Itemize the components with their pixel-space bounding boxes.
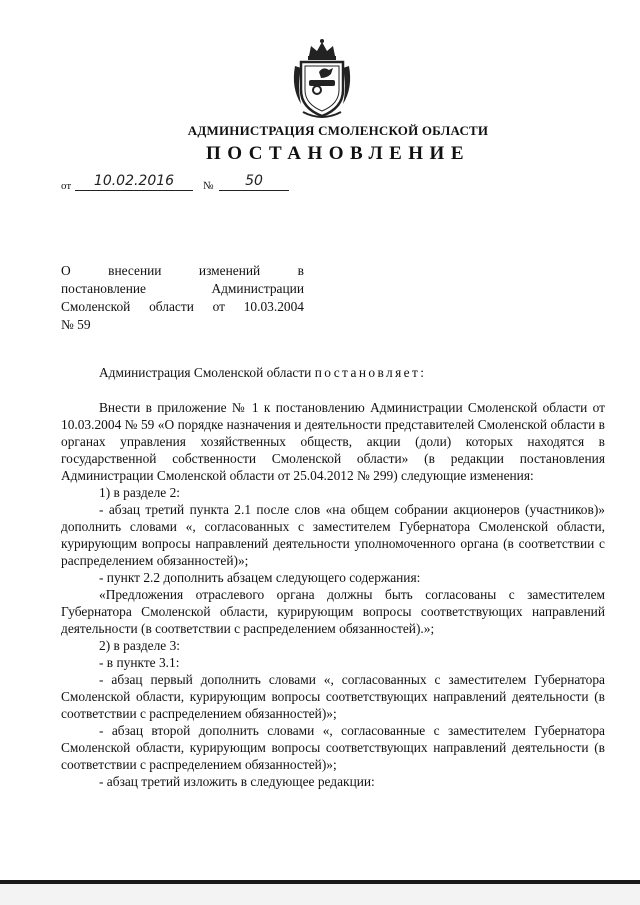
subject-line-3: Смоленской области от 10.03.2004 bbox=[61, 299, 304, 314]
paragraph-2-2-quote: «Предложения отраслевого органа должны быть согласованы с заместителем Губернатора Смоленской области, курирующим вопросы соответствующих направлений деятельности (в соответствии с распределением обязанностей).»; bbox=[61, 587, 605, 636]
subject-line-4: № 59 bbox=[61, 317, 91, 332]
date-from-label: от bbox=[61, 180, 72, 192]
paragraph-2-2: - пункт 2.2 дополнить абзацем следующего содержания: bbox=[99, 570, 421, 585]
paragraph-section-3: 2) в разделе 3: bbox=[99, 638, 181, 653]
preamble-decision-word: постановляет: bbox=[314, 365, 427, 380]
paragraph-section-2: 1) в разделе 2: bbox=[99, 485, 181, 500]
document-type-title: ПОСТАНОВЛЕНИЕ bbox=[205, 143, 471, 164]
subject-line-1: О внесении изменений в bbox=[61, 263, 304, 278]
smolensk-coat-of-arms-icon bbox=[289, 38, 355, 120]
organization-title: АДМИНИСТРАЦИЯ СМОЛЕНСКОЙ ОБЛАСТИ bbox=[187, 123, 489, 138]
paragraph-intro: Внести в приложение № 1 к постановлению Администрации Смоленской области от 10.03.2004 № 59 «О порядке назначения и деятельности представителей Смоленской области в органах управления хозяйственных обществ, акции (доли) которых находятся в государственной собственности Смоленской области» (в редакции постановления Администрации Смоленской области от 25.04.2012 № 299) следующие изменения: bbox=[61, 400, 605, 483]
document-number: 50 bbox=[219, 174, 289, 191]
document-body bbox=[61, 364, 605, 790]
paragraph-3-1: - в пункте 3.1: bbox=[99, 655, 180, 670]
scan-bottom-margin bbox=[0, 884, 640, 905]
number-label: № bbox=[203, 180, 214, 192]
preamble-text: Администрация Смоленской области bbox=[99, 365, 312, 380]
subject-line-2: постановление Администрации bbox=[61, 281, 304, 296]
paragraph-2-1: - абзац третий пункта 2.1 после слов «на общем собрании акционеров (участников)» дополнить словами «, согласованных с заместителем Губернатора Смоленской области, курирующим вопросы направлений деятельности уполномоченного органа (в соответствии с распределением обязанностей)»; bbox=[61, 502, 605, 568]
paragraph-3-1-second: - абзац второй дополнить словами «, согласованные с заместителем Губернатора Смоленской области, курирующим вопросы соответствующих направлений деятельности (в соответствии с распределением обязанностей)»; bbox=[61, 723, 605, 772]
paragraph-3-1-first: - абзац первый дополнить словами «, согласованных с заместителем Губернатора Смоленской области, курирующим вопросы соответствующих направлений деятельности (в соответствии с распределением обязанностей)»; bbox=[61, 672, 605, 721]
paragraph-3-1-third: - абзац третий изложить в следующее редакции: bbox=[99, 774, 375, 789]
preamble bbox=[61, 364, 605, 381]
document-date: 10.02.2016 bbox=[75, 174, 193, 191]
document-subject bbox=[61, 262, 304, 334]
